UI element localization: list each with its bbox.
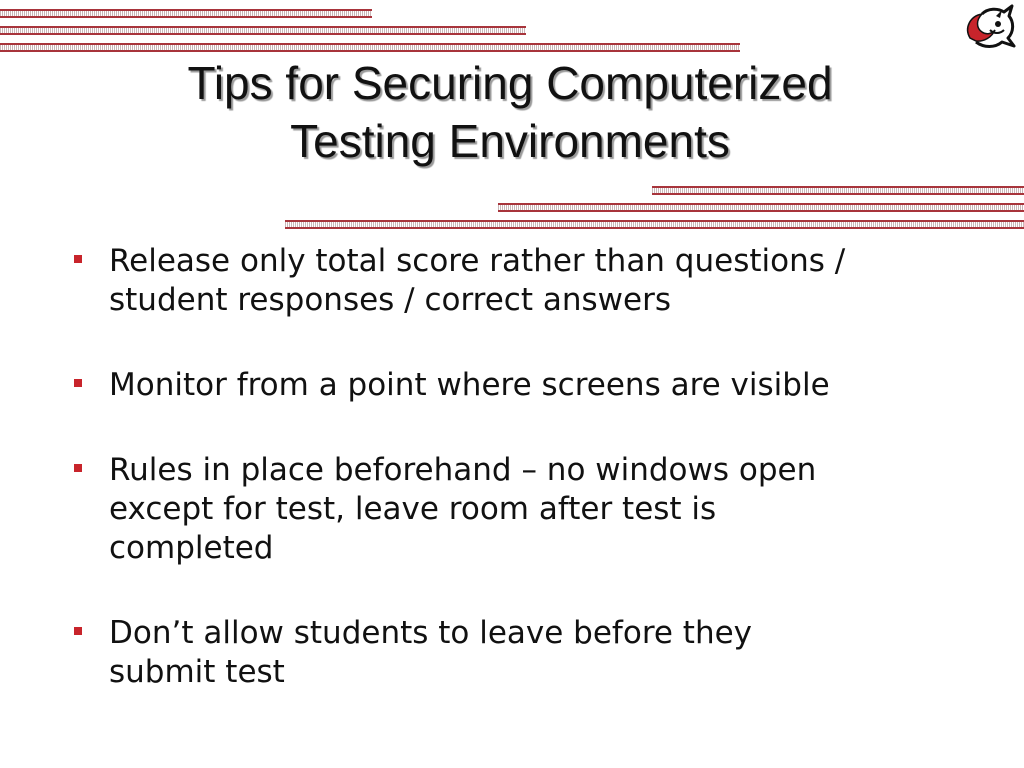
- decorative-stripe: [498, 203, 1024, 212]
- decorative-stripe: [0, 43, 740, 52]
- bullet-text-line: student responses / correct answers: [109, 282, 671, 318]
- bullet-item: [72, 242, 972, 320]
- bullet-text-line: submit test: [109, 654, 285, 690]
- decorative-stripe: [0, 9, 372, 18]
- bullet-text-line: Don’t allow students to leave before they: [109, 615, 753, 651]
- square-bullet-icon: [74, 255, 82, 263]
- square-bullet-icon: [74, 379, 82, 387]
- square-bullet-icon: [74, 464, 82, 472]
- decorative-stripe: [285, 220, 1024, 229]
- bullet-text-line: Release only total score rather than questions /: [109, 243, 846, 279]
- decorative-stripe: [652, 186, 1024, 195]
- slide-title: [40, 54, 980, 170]
- slide-title-line: Testing Environments: [290, 115, 730, 167]
- bullet-item: [72, 366, 972, 405]
- bullet-item: [72, 614, 972, 692]
- bullet-text-line: completed: [109, 530, 274, 566]
- square-bullet-icon: [74, 627, 82, 635]
- decorative-stripe: [0, 26, 526, 35]
- bullet-text-line: Monitor from a point where screens are visible: [109, 367, 830, 403]
- slide-title-line: Tips for Securing Computerized: [187, 57, 833, 109]
- devil-mascot-logo-icon: [962, 4, 1016, 54]
- bullet-item: [72, 451, 972, 568]
- bullet-list: [72, 242, 972, 692]
- bullet-text-line: except for test, leave room after test is: [109, 491, 717, 527]
- bullet-text-line: Rules in place beforehand – no windows open: [109, 452, 817, 488]
